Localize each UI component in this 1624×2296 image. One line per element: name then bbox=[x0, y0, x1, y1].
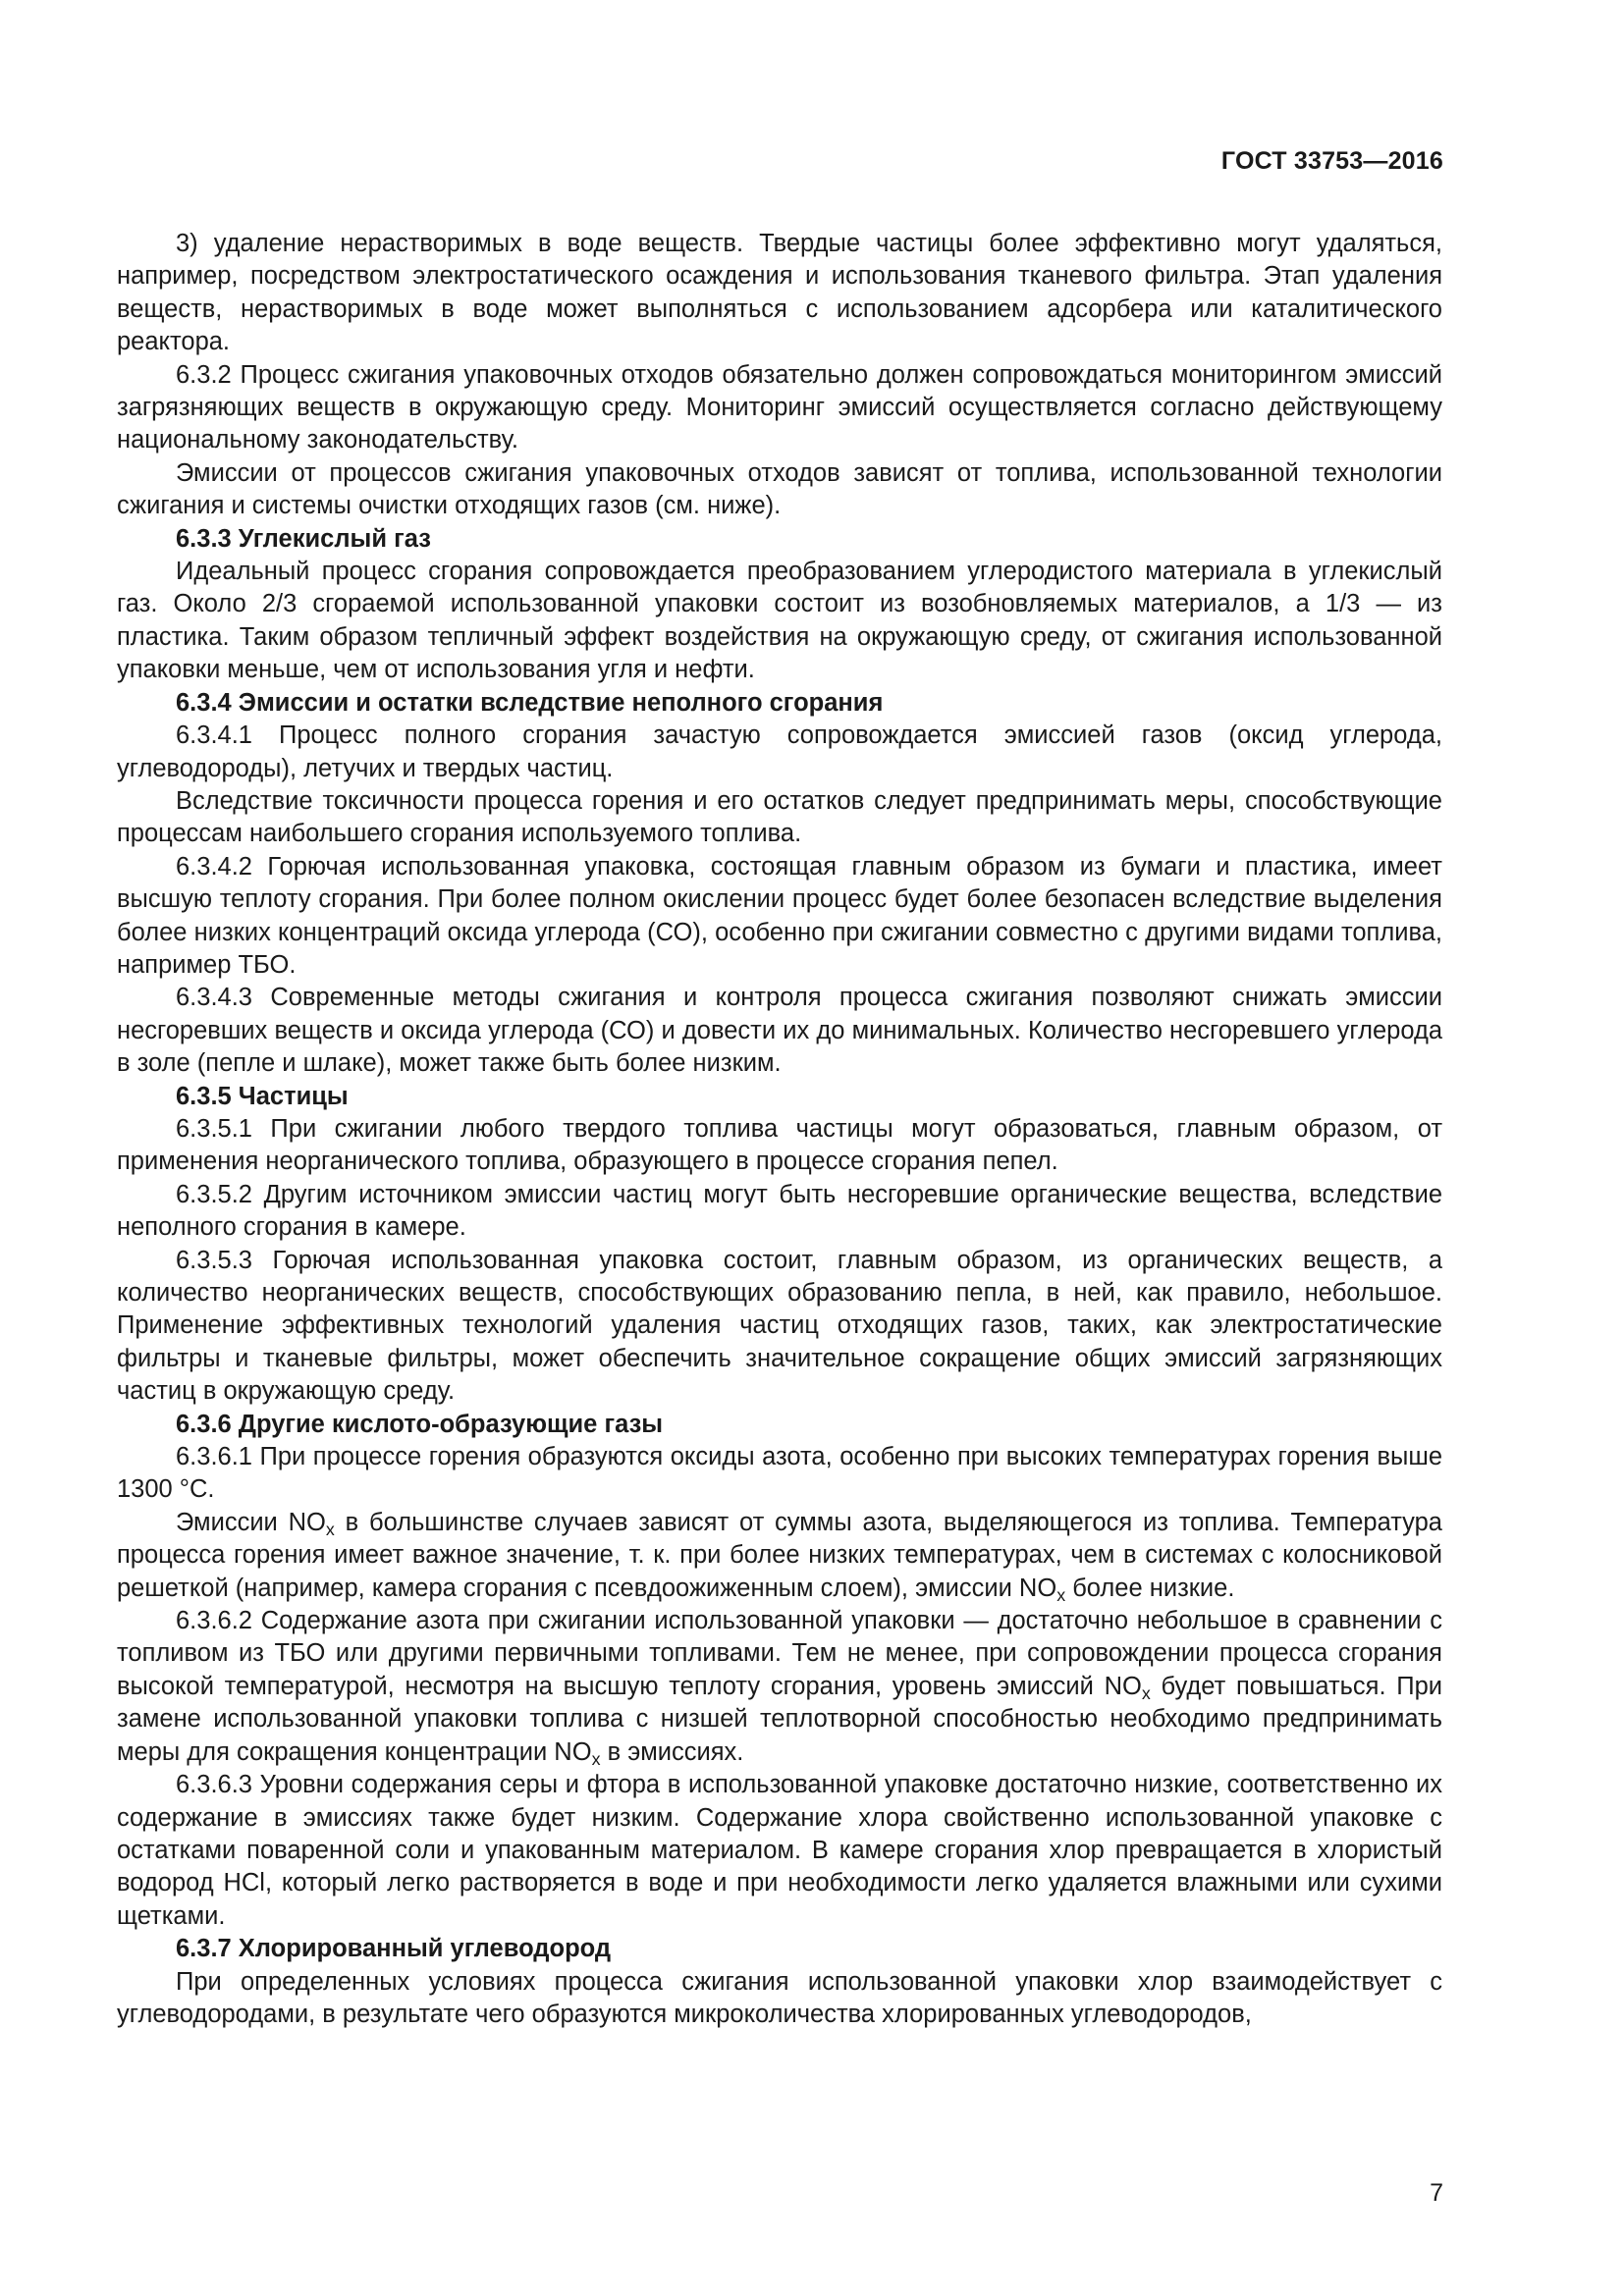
paragraph: Эмиссии от процессов сжигания упаковочных отходов зависят от топлива, использованной технологии сжигания и системы очистки отходящих газов (см. ниже). bbox=[117, 458, 1442, 520]
paragraph: Вследствие токсичности процесса горения и его остатков следует предпринимать меры, способствующие процессам наибольшего сгорания используемого топлива. bbox=[117, 786, 1442, 848]
subscript: x bbox=[1056, 1584, 1066, 1605]
paragraph: Идеальный процесс сгорания сопровождается преобразованием углеродистого материала в углекислый газ. Около 2/3 сгораемой использованной упаковки состоит из возобновляемых материалов, а 1/3 — из пластика. Таким образом тепличный эффект воздействия на окружающую среду, от сжигания использованной упаковки меньше, чем от использования угля и нефти. bbox=[117, 558, 1442, 684]
paragraph: 6.3.5.1 При сжигании любого твердого топлива частицы могут образоваться, главным образом, от применения неорганического топлива, образующего в процессе сгорания пепел. bbox=[117, 1114, 1442, 1176]
paragraph: При определенных условиях процесса сжигания использованной упаковки хлор взаимодействует с углеводородами, в результате чего образуются микроколичества хлорированных углеводородов, bbox=[117, 1967, 1442, 2028]
page-number: 7 bbox=[1430, 2179, 1443, 2207]
document-body bbox=[117, 228, 1442, 2031]
section-heading-6-3-4: 6.3.4 Эмиссии и остатки вследствие неполного сгорания bbox=[176, 688, 884, 717]
section-heading-6-3-6: 6.3.6 Другие кислото-образующие газы bbox=[176, 1410, 664, 1438]
section-heading-6-3-3: 6.3.3 Углекислый газ bbox=[176, 524, 431, 553]
paragraph: 6.3.4.1 Процесс полного сгорания зачастую сопровождается эмиссией газов (оксид углерода, углеводороды), летучих и твердых частиц. bbox=[117, 721, 1442, 782]
subscript: x bbox=[591, 1748, 601, 1769]
text-run: более низкие. bbox=[1065, 1574, 1235, 1602]
section-heading-6-3-5: 6.3.5 Частицы bbox=[176, 1082, 349, 1110]
subscript: x bbox=[325, 1519, 335, 1539]
section-heading-6-3-7: 6.3.7 Хлорированный углеводород bbox=[176, 1935, 612, 1963]
text-run: будет повышаться. При замене использованной упаковки топлива с низшей теплотворной способностью необходимо предпринимать меры для сокращения концентрации NO bbox=[117, 1672, 1443, 1766]
paragraph: 6.3.5.2 Другим источником эмиссии частиц могут быть несгоревшие органические вещества, вследствие неполного сгорания в камере. bbox=[117, 1180, 1442, 1242]
paragraph-nox-1 bbox=[117, 1507, 1442, 1605]
paragraph-nox-2 bbox=[117, 1605, 1442, 1769]
paragraph: 6.3.6.1 При процессе горения образуются оксиды азота, особенно при высоких температурах горения выше 1300 °С. bbox=[117, 1443, 1442, 1504]
text-run: в эмиссиях. bbox=[600, 1737, 744, 1766]
subscript: x bbox=[1141, 1682, 1151, 1703]
paragraph: 6.3.6.3 Уровни содержания серы и фтора в использованной упаковке достаточно низкие, соответственно их содержание в эмиссиях также будет низким. Содержание хлора свойственно использованной упаковке с остатками поваренной соли и упакованным материалом. В камере сгорания хлор превращается в хлористый водород HCl, который легко растворяется в воде и при необходимости легко удаляется влажными или сухими щетками. bbox=[117, 1771, 1442, 1930]
paragraph: 3) удаление нерастворимых в воде веществ. Твердые частицы более эффективно могут удаляться, например, посредством электростатического осаждения и использования тканевого фильтра. Этап удаления веществ, нерастворимых в воде может выполняться с использованием адсорбера или каталитического реактора. bbox=[117, 230, 1442, 356]
text-run: Эмиссии NO bbox=[176, 1508, 326, 1536]
paragraph: 6.3.5.3 Горючая использованная упаковка состоит, главным образом, из органических веществ, а количество неорганических веществ, способствующих образованию пепла, в ней, как правило, небольшое. Применение эффективных технологий удаления частиц отходящих газов, таких, как электростатические фильтры и тканевые фильтры, может обеспечить значительное сокращение общих эмиссий загрязняющих частиц в окружающую среду. bbox=[117, 1246, 1442, 1406]
paragraph: 6.3.4.3 Современные методы сжигания и контроля процесса сжигания позволяют снижать эмиссии несгоревших веществ и оксида углерода (СО) и довести их до минимальных. Количество несгоревшего углерода в золе (пепле и шлаке), может также быть более низким. bbox=[117, 984, 1442, 1078]
text-run: 6.3.6.2 Содержание азота при сжигании использованной упаковки — достаточно небольшое в сравнении с топливом из ТБО или другими первичными топливами. Тем не менее, при сопровождении процесса сгорания высокой температурой, несмотря на высшую теплоту сгорания, уровень эмиссий NO bbox=[117, 1607, 1442, 1700]
standard-number: ГОСТ 33753—2016 bbox=[1220, 147, 1443, 175]
paragraph: 6.3.4.2 Горючая использованная упаковка, состоящая главным образом из бумаги и пластика, имеет высшую теплоту сгорания. При более полном окислении процесс будет более безопасен вследствие выделения более низких концентраций оксида углерода (СО), особенно при сжигании совместно с другими видами топлива, например ТБО. bbox=[117, 852, 1442, 979]
text-run: в большинстве случаев зависят от суммы азота, выделяющегося из топлива. Температура процесса горения имеет важное значение, т. к. при более низких температурах, чем в системах с колосниковой решеткой (например, камера сгорания с псевдоожиженным слоем), эмиссии NO bbox=[117, 1508, 1442, 1602]
paragraph: 6.3.2 Процесс сжигания упаковочных отходов обязательно должен сопровождаться мониторингом эмиссий загрязняющих веществ в окружающую среду. Мониторинг эмиссий осуществляется согласно действующему национальному законодательству. bbox=[117, 360, 1442, 454]
